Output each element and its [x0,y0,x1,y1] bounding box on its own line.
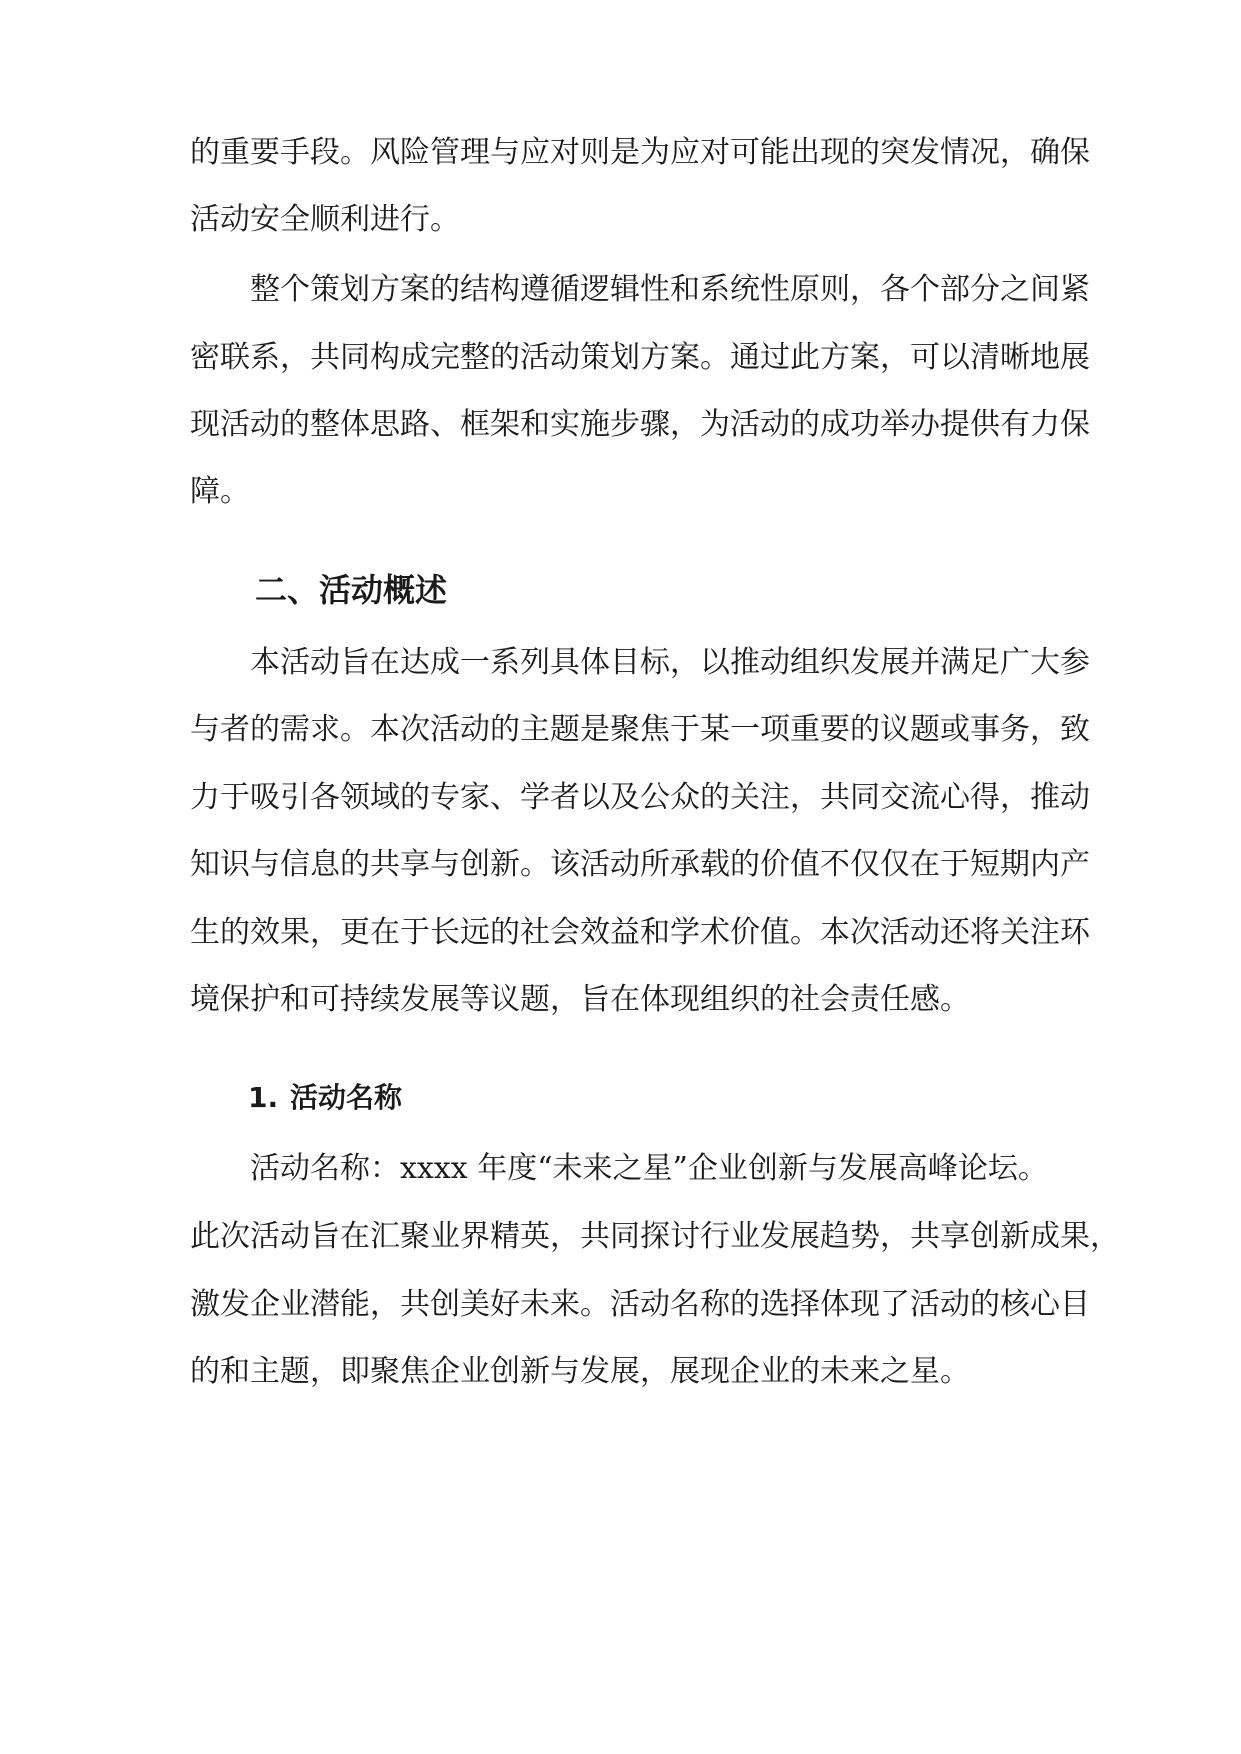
paragraph-line: 障。 [190,474,250,509]
subsection-heading [248,1078,402,1118]
paragraph-line: 本活动旨在达成一系列具体目标，以推动组织发展并满足广大参 [250,645,1090,680]
paragraph-line: 境保护和可持续发展等议题，旨在体现组织的社会责任感。 [190,982,970,1017]
paragraph-line: 生的效果，更在于长远的社会效益和学术价值。本次活动还将关注环 [190,915,1090,950]
subsection-number: 1. [248,1081,279,1114]
paragraph-line: 活动名称：xxxx 年度“未来之星”企业创新与发展高峰论坛。 [250,1151,1048,1186]
paragraph-line: 此次活动旨在汇聚业界精英，共同探讨行业发展趋势，共享创新成果， [190,1219,1120,1254]
paragraph-line: 整个策划方案的结构遵循逻辑性和系统性原则，各个部分之间紧 [250,272,1090,307]
paragraph-line: 的和主题，即聚焦企业创新与发展，展现企业的未来之星。 [190,1354,970,1389]
subsection-title: 活动名称 [290,1081,403,1114]
paragraph-line: 知识与信息的共享与创新。该活动所承载的价值不仅仅在于短期内产 [190,847,1090,882]
paragraph-line: 激发企业潜能，共创美好未来。活动名称的选择体现了活动的核心目 [190,1287,1090,1322]
paragraph-line: 现活动的整体思路、框架和实施步骤，为活动的成功举办提供有力保 [190,407,1090,442]
paragraph-line: 密联系，共同构成完整的活动策划方案。通过此方案，可以清晰地展 [190,340,1090,375]
paragraph-line: 的重要手段。风险管理与应对则是为应对可能出现的突发情况，确保 [190,135,1090,170]
paragraph-line: 与者的需求。本次活动的主题是聚焦于某一项重要的议题或事务，致 [190,712,1090,747]
paragraph-line: 活动安全顺利进行。 [190,202,460,237]
paragraph-line: 力于吸引各领域的专家、学者以及公众的关注，共同交流心得，推动 [190,780,1090,815]
section-heading: 二、活动概述 [255,571,448,609]
